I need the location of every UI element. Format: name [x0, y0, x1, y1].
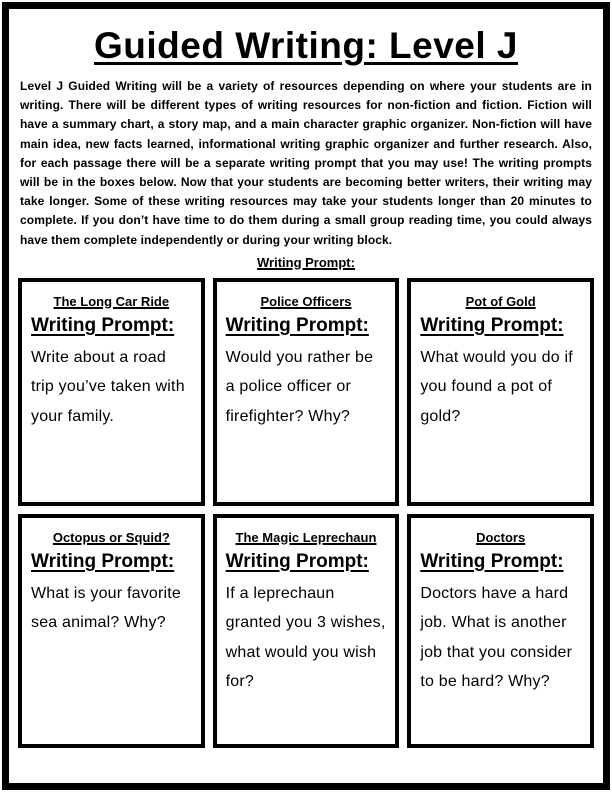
prompt-card-text: Doctors have a hard job. What is another job that you consider to be hard? Why? [420, 584, 573, 691]
prompt-card-heading: Writing Prompt: [225, 550, 369, 572]
prompt-card-doctors [407, 514, 594, 748]
prompt-card-text: Write about a road trip you’ve taken with your family. [31, 348, 185, 425]
prompt-card-text: What is your favorite sea animal? Why? [31, 584, 182, 632]
page-title: Guided Writing: Level J [93, 25, 519, 66]
prompt-card-text: Would you rather be a police officer or firefighter? Why? [225, 348, 374, 425]
worksheet-page [2, 2, 610, 790]
prompt-card-heading: Writing Prompt: [225, 314, 369, 336]
prompt-card-title: Octopus or Squid? [52, 529, 170, 545]
prompt-card-title: Doctors [476, 529, 526, 545]
prompt-card-police-officers [213, 278, 400, 506]
prompt-card-title: The Magic Leprechaun [235, 529, 377, 545]
prompt-card-text: If a leprechaun granted you 3 wishes, what would you wish for? [225, 584, 386, 691]
prompt-grid [18, 278, 594, 748]
prompt-card-title: Police Officers [260, 293, 352, 309]
prompt-card-long-car-ride [18, 278, 205, 506]
section-heading: Writing Prompt: [257, 254, 355, 270]
prompt-card-heading: Writing Prompt: [420, 314, 564, 336]
prompt-card-heading: Writing Prompt: [31, 314, 175, 336]
prompt-card-octopus-or-squid [18, 514, 205, 748]
prompt-card-heading: Writing Prompt: [31, 550, 175, 572]
prompt-card-pot-of-gold [407, 278, 594, 506]
prompt-card-text: What would you do if you found a pot of gold? [420, 348, 573, 425]
intro-paragraph: Level J Guided Writing will be a variety of resources depending on where your students are in writing. There will be different types of writing resources for non-fiction and fiction. Fiction will have a summary chart, a story map, and a main character graphic organizer. Non-fiction will have main idea, new facts learned, informational writing graphic organizer and further research. Also, for each passage there will be a separate writing prompt that you may use! The writing prompts will be in the boxes below. Now that your students are becoming better writers, their writing may take longer. Some of these writing resources may take your students longer than 20 minutes to complete. If you don’t have time to do them during a small group reading time, you could always have them complete independently or during your writing block. [20, 79, 592, 247]
prompt-card-title: Pot of Gold [465, 293, 536, 309]
prompt-card-heading: Writing Prompt: [420, 550, 564, 572]
prompt-card-title: The Long Car Ride [53, 293, 170, 309]
prompt-card-magic-leprechaun [213, 514, 400, 748]
